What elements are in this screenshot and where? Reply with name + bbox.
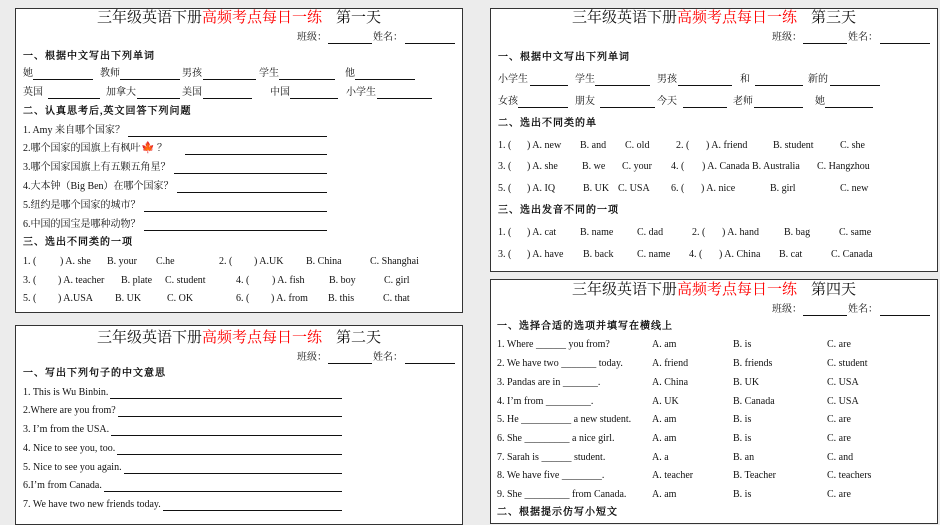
choice-option: ) A. from (271, 293, 308, 304)
choice-option: 1. ( (23, 256, 37, 267)
question-cell: 1. Where ______ you from? (497, 339, 610, 350)
title-title-prefix: 三年级英语下册 (96, 330, 202, 346)
word-answer-blank[interactable] (120, 79, 180, 80)
choice-option: ) A. Canada B. Australia (702, 161, 800, 172)
choice-option: C.he (156, 256, 175, 267)
question-text: 6.中国的国宝是哪种动物？ (23, 219, 141, 230)
question-cell: C. are (827, 489, 851, 500)
question-cell: C. student (827, 358, 868, 369)
word-answer-blank[interactable] (825, 107, 873, 108)
choice-option: B. cat (779, 249, 803, 260)
word-answer-blank[interactable] (48, 98, 100, 99)
answer-line[interactable] (177, 192, 327, 193)
question-cell: 3. Pandas are in _______. (497, 377, 601, 388)
question-cell: C. and (827, 452, 854, 463)
title-title-highlight: 高频考点每日一练 (201, 330, 323, 346)
title-title-prefix: 三年级英语下册 (571, 282, 677, 298)
sentence-text: 5. Nice to see you again. (23, 462, 122, 473)
worksheet-title (572, 8, 856, 28)
word-prompt: 小学生 (346, 87, 376, 98)
question-cell: A. teacher (652, 470, 694, 481)
answer-line[interactable] (128, 136, 327, 137)
answer-line[interactable] (174, 173, 327, 174)
question-cell: 9. She _________ from Canada. (497, 489, 627, 500)
word-prompt: 他 (345, 68, 355, 79)
word-answer-blank[interactable] (203, 98, 252, 99)
choice-option: B. bag (784, 227, 811, 238)
choice-option: ) A. teacher (58, 275, 105, 286)
worksheet-title (572, 280, 856, 300)
word-prompt: 今天 (657, 96, 677, 107)
choice-option: 3. ( (23, 275, 37, 286)
word-answer-blank[interactable] (137, 98, 180, 99)
choice-option: 1. ( (498, 140, 512, 151)
question-cell: C. are (827, 433, 851, 444)
question-cell: 5. He __________ a new student. (497, 414, 632, 425)
section-heading: 一、根据中文写出下列单词 (498, 52, 630, 63)
question-cell: C. USA (827, 377, 859, 388)
class-field[interactable] (328, 363, 372, 364)
word-prompt: 美国 (182, 87, 202, 98)
choice-option: C. same (839, 227, 872, 238)
word-answer-blank[interactable] (518, 107, 568, 108)
translation-line[interactable] (104, 491, 342, 492)
choice-option: B. plate (121, 275, 153, 286)
choice-option: ) A. friend (706, 140, 748, 151)
class-label: 班级： (297, 352, 327, 363)
question-cell: A. China (652, 377, 689, 388)
class-field[interactable] (328, 43, 372, 44)
section-heading: 三、选出发音不同的一项 (498, 205, 619, 216)
name-label: 姓名： (373, 352, 403, 363)
question-text: 4.大本钟（Big Ben）在哪个国家？ (23, 181, 174, 192)
sentence-text: 7. We have two new friends today. (23, 499, 161, 510)
choice-option: C. that (383, 293, 410, 304)
choice-option: ) A. hand (722, 227, 759, 238)
question-cell: B. Teacher (733, 470, 776, 481)
choice-option: C. USA (618, 183, 650, 194)
word-prompt: 新的 (808, 74, 828, 85)
name-label: 姓名： (848, 304, 878, 315)
choice-option: B. your (107, 256, 137, 267)
section-heading: 一、写出下列句子的中文意思 (23, 368, 166, 379)
translation-line[interactable] (124, 473, 342, 474)
class-label: 班级： (772, 304, 802, 315)
choice-option: ) A. new (527, 140, 562, 151)
word-answer-blank[interactable] (830, 85, 880, 86)
choice-option: C. old (625, 140, 650, 151)
word-prompt: 小学生 (498, 74, 528, 85)
choice-option: C. girl (384, 275, 410, 286)
choice-option: C. she (840, 140, 865, 151)
choice-option: ) A. IQ (527, 183, 556, 194)
title-title-prefix: 三年级英语下册 (96, 10, 202, 26)
section-heading: 一、根据中文写出下列单词 (23, 51, 155, 62)
choice-option: 4. ( (671, 161, 685, 172)
question-text: 2.哪个国家的国旗上有枫叶 (23, 143, 141, 154)
question-cell: B. UK (733, 377, 760, 388)
question-cell: B. is (733, 433, 752, 444)
word-answer-blank[interactable] (595, 85, 650, 86)
answer-line[interactable] (144, 230, 327, 231)
word-answer-blank[interactable] (754, 107, 803, 108)
title-day: 第二天 (336, 330, 382, 346)
choice-option: C. new (840, 183, 869, 194)
choice-option: 3. ( (498, 249, 512, 260)
word-prompt: 加拿大 (106, 87, 136, 98)
word-prompt: 她 (815, 96, 825, 107)
choice-option: 2. ( (676, 140, 690, 151)
title-title-highlight: 高频考点每日一练 (676, 282, 798, 298)
choice-option: 4. ( (689, 249, 703, 260)
name-field[interactable] (405, 43, 455, 44)
question-cell: B. friends (733, 358, 773, 369)
choice-option: C. Hangzhou (817, 161, 870, 172)
question-cell: 7. Sarah is ______ student. (497, 452, 606, 463)
word-prompt: 男孩 (657, 74, 677, 85)
choice-option: 5. ( (23, 293, 37, 304)
choice-option: C. dad (637, 227, 664, 238)
word-prompt: 女孩 (498, 96, 518, 107)
section-heading: 二、认真思考后,英文回答下列问题 (23, 106, 192, 117)
choice-option: B. name (580, 227, 614, 238)
choice-option: ) A. fish (272, 275, 305, 286)
class-field[interactable] (803, 315, 847, 316)
section-heading: 三、选出不同类的一项 (23, 237, 133, 248)
choice-option: B. girl (770, 183, 796, 194)
choice-option: 5. ( (498, 183, 512, 194)
question-cell: B. an (733, 452, 755, 463)
choice-option: B. boy (329, 275, 356, 286)
question-cell: B. is (733, 339, 752, 350)
title-day: 第四天 (811, 282, 857, 298)
answer-line[interactable] (144, 211, 327, 212)
choice-option: B. student (773, 140, 814, 151)
translation-line[interactable] (110, 398, 342, 399)
class-field[interactable] (803, 43, 847, 44)
question-cell: 6. She _________ a nice girl. (497, 433, 615, 444)
worksheet-title (97, 328, 381, 348)
worksheet-title (97, 8, 381, 28)
choice-option: C. student (165, 275, 206, 286)
question-text: 1. Amy 来自哪个国家？ (23, 125, 125, 136)
sentence-text: 3. I’m from the USA. (23, 424, 110, 435)
choice-option: B. China (306, 256, 342, 267)
name-field[interactable] (405, 363, 455, 364)
question-cell: C. are (827, 339, 851, 350)
name-label: 姓名： (373, 32, 403, 43)
choice-option: C. Shanghai (370, 256, 419, 267)
word-answer-blank[interactable] (355, 79, 415, 80)
name-field[interactable] (880, 43, 930, 44)
choice-option: C. Canada (831, 249, 873, 260)
word-answer-blank[interactable] (377, 98, 432, 99)
word-prompt: 她 (23, 68, 33, 79)
title-day: 第三天 (811, 10, 857, 26)
translation-line[interactable] (111, 435, 342, 436)
title-title-highlight: 高频考点每日一练 (676, 10, 798, 26)
choice-option: 1. ( (498, 227, 512, 238)
question-cell: 4. I’m from _________. (497, 396, 594, 407)
word-answer-blank[interactable] (33, 79, 93, 80)
class-label: 班级： (297, 32, 327, 43)
choice-option: B. UK (115, 293, 142, 304)
word-answer-blank[interactable] (683, 107, 727, 108)
word-prompt: 男孩 (182, 68, 202, 79)
sentence-text: 2.Where are you from? (23, 405, 116, 416)
question-cell: A. a (652, 452, 669, 463)
word-answer-blank[interactable] (290, 98, 338, 99)
choice-option: B. we (582, 161, 606, 172)
question-cell: C. are (827, 414, 851, 425)
maple-leaf-icon: 🍁 (141, 142, 155, 154)
word-prompt: 老师 (733, 96, 753, 107)
choice-option: 2. ( (692, 227, 706, 238)
word-answer-blank[interactable] (203, 79, 256, 80)
question-cell: B. is (733, 414, 752, 425)
translation-line[interactable] (163, 510, 342, 511)
word-prompt: 学生 (575, 74, 595, 85)
question-cell: C. USA (827, 396, 859, 407)
section-heading: 二、根据提示仿写小短文 (497, 507, 618, 518)
choice-option: 2. ( (219, 256, 233, 267)
choice-option: ) A.UK (254, 256, 284, 267)
word-answer-blank[interactable] (279, 79, 335, 80)
question-cell: A. am (652, 414, 677, 425)
choice-option: 4. ( (236, 275, 250, 286)
choice-option: 3. ( (498, 161, 512, 172)
choice-option: ) A. cat (527, 227, 557, 238)
word-answer-blank[interactable] (678, 85, 732, 86)
title-title-highlight: 高频考点每日一练 (201, 10, 323, 26)
choice-option: ) A. China (719, 249, 761, 260)
choice-option: ) A. nice (701, 183, 736, 194)
word-answer-blank[interactable] (530, 85, 568, 86)
question-cell: A. am (652, 489, 677, 500)
question-cell: 8. We have five ________. (497, 470, 605, 481)
choice-option: B. this (328, 293, 355, 304)
name-label: 姓名： (848, 32, 878, 43)
question-cell: C. teachers (827, 470, 872, 481)
choice-option: 6. ( (236, 293, 250, 304)
title-day: 第一天 (336, 10, 382, 26)
choice-option: ) A. have (527, 249, 564, 260)
sentence-text: 1. This is Wu Binbin. (23, 387, 109, 398)
question-cell: 2. We have two _______ today. (497, 358, 623, 369)
word-prompt: 学生 (259, 68, 279, 79)
choice-option: C. your (622, 161, 652, 172)
choice-option: C. OK (167, 293, 194, 304)
name-field[interactable] (880, 315, 930, 316)
question-text: 5.纽约是哪个国家的城市？ (23, 200, 141, 211)
question-mark: ？ (157, 143, 167, 154)
word-prompt: 英国 (23, 87, 43, 98)
question-cell: A. UK (652, 396, 679, 407)
translation-line[interactable] (118, 416, 342, 417)
choice-option: B. and (580, 140, 607, 151)
choice-option: 6. ( (671, 183, 685, 194)
question-cell: A. am (652, 339, 677, 350)
question-cell: B. Canada (733, 396, 775, 407)
word-prompt: 教师 (100, 68, 120, 79)
word-answer-blank[interactable] (600, 107, 655, 108)
word-answer-blank[interactable] (755, 85, 803, 86)
answer-line[interactable] (185, 154, 327, 155)
choice-option: ) A.USA (58, 293, 94, 304)
choice-option: C. name (637, 249, 671, 260)
word-prompt: 和 (740, 74, 750, 85)
word-prompt: 朋友 (575, 96, 595, 107)
section-heading: 一、选择合适的选项并填写在横线上 (497, 321, 673, 332)
question-text: 3.哪个国家国旗上有五颗五角星？ (23, 162, 171, 173)
choice-option: B. back (583, 249, 614, 260)
question-cell: A. friend (652, 358, 689, 369)
word-prompt: 中国 (270, 87, 290, 98)
choice-option: ) A. she (60, 256, 91, 267)
choice-option: ) A. she (527, 161, 558, 172)
title-title-prefix: 三年级英语下册 (571, 10, 677, 26)
section-heading: 二、选出不同类的单 (498, 118, 597, 129)
sentence-text: 4. Nice to see you, too. (23, 443, 116, 454)
sentence-text: 6.I’m from Canada. (23, 480, 102, 491)
choice-option: B. UK (583, 183, 610, 194)
class-label: 班级： (772, 32, 802, 43)
question-cell: B. is (733, 489, 752, 500)
translation-line[interactable] (117, 454, 342, 455)
question-cell: A. am (652, 433, 677, 444)
